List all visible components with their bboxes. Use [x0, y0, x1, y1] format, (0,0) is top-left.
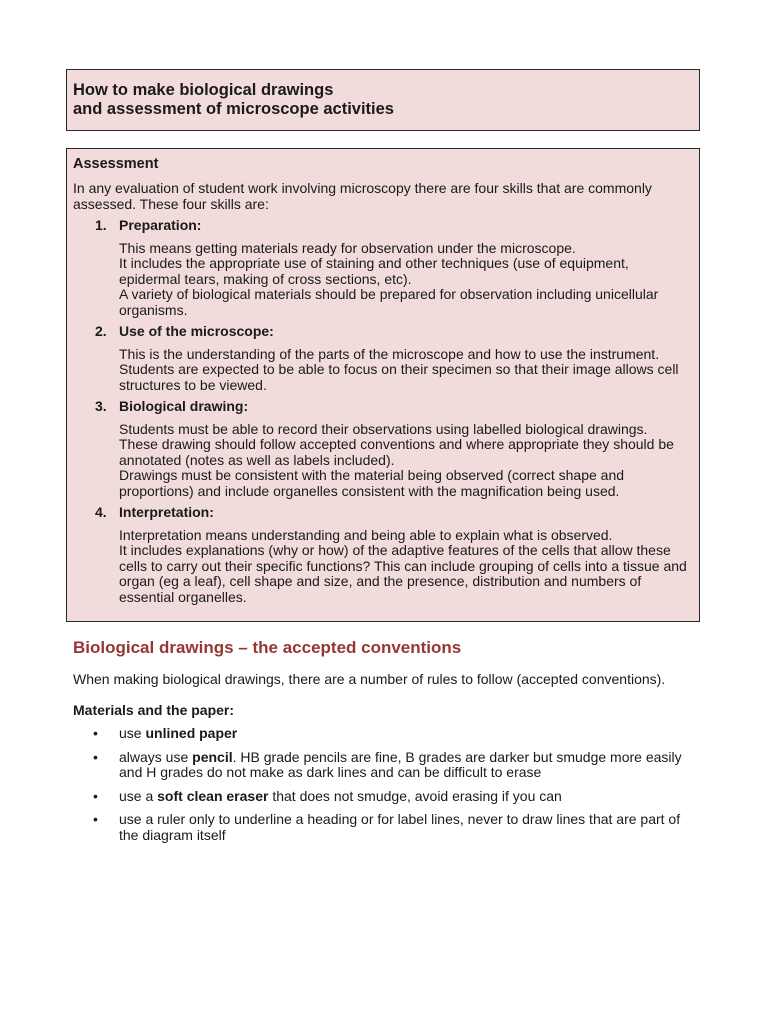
skill-paragraph: This means getting materials ready for observation under the microscope. [119, 239, 576, 256]
conventions-intro: When making biological drawings, there are a number of rules to follow (accepted conventions). [73, 671, 666, 687]
bullet-icon: • [93, 725, 98, 741]
skill-paragraph: It includes explanations (why or how) of the adaptive features of the cells that allow these cells to carry out their specific functions? This can include grouping of cells into a tissue and organ (eg a leaf), cell shape and size, and the presence, distribution and numbers of essential organelles. [119, 542, 687, 605]
skill-number: 3. [95, 398, 107, 414]
skill-paragraph: Drawings must be consistent with the material being observed (correct shape and proportions) and include organelles consistent with the magnification being used. [119, 467, 625, 499]
skill-item [73, 324, 693, 393]
list-item: • use unlined paper [93, 725, 238, 741]
skill-number: 2. [95, 323, 107, 339]
assessment-box [66, 148, 700, 622]
materials-heading: Materials and the paper: [73, 702, 235, 718]
section-title: Biological drawings – the accepted conventions [73, 638, 462, 657]
skill-paragraph: Students must be able to record their observations using labelled biological drawings. These drawing should follow accepted conventions and where appropriate they should be annotated (notes as well as labels included). [119, 420, 674, 468]
title-line-2: and assessment of microscope activities [73, 100, 394, 118]
bullet-icon: • [93, 787, 98, 804]
skill-item [73, 218, 693, 318]
skill-item [73, 505, 693, 605]
skill-title: Biological drawing: [119, 398, 249, 414]
bullet-icon: • [93, 811, 98, 827]
skill-title: Use of the microscope: [119, 323, 274, 339]
skill-number: 4. [95, 504, 107, 520]
title-box [66, 69, 700, 131]
skill-title: Interpretation: [119, 504, 214, 520]
skill-paragraph: A variety of biological materials should be prepared for observation including unicellular organisms. [119, 286, 659, 318]
assessment-intro: In any evaluation of student work involving microscopy there are four skills that are commonly assessed. These four skills are: [73, 180, 652, 212]
materials-list [73, 726, 703, 851]
skill-paragraph: It includes the appropriate use of staining and other techniques (use of equipment, epidermal tears, making of cross sections, etc). [119, 255, 629, 287]
assessment-heading: Assessment [73, 156, 159, 172]
title-line-1: How to make biological drawings [73, 81, 334, 99]
list-item: • always use pencil. HB grade pencils are fine, B grades are darker but smudge more easily and H grades do not make as dark lines and can be difficult to erase [93, 748, 682, 780]
skill-title: Preparation: [119, 217, 202, 233]
list-item: • use a soft clean eraser that does not smudge, avoid erasing if you can [93, 787, 562, 804]
skill-paragraph: This is the understanding of the parts of the microscope and how to use the instrument. Students are expected to be able to focus on their specimen so that their image allows cell structures to be viewed. [119, 345, 679, 393]
skill-number: 1. [95, 217, 107, 233]
skill-paragraph: Interpretation means understanding and being able to explain what is observed. [119, 526, 613, 543]
bullet-icon: • [93, 748, 98, 765]
list-item: • use a ruler only to underline a heading or for label lines, never to draw lines that are part of the diagram itself [93, 811, 681, 843]
skill-item [73, 399, 693, 499]
